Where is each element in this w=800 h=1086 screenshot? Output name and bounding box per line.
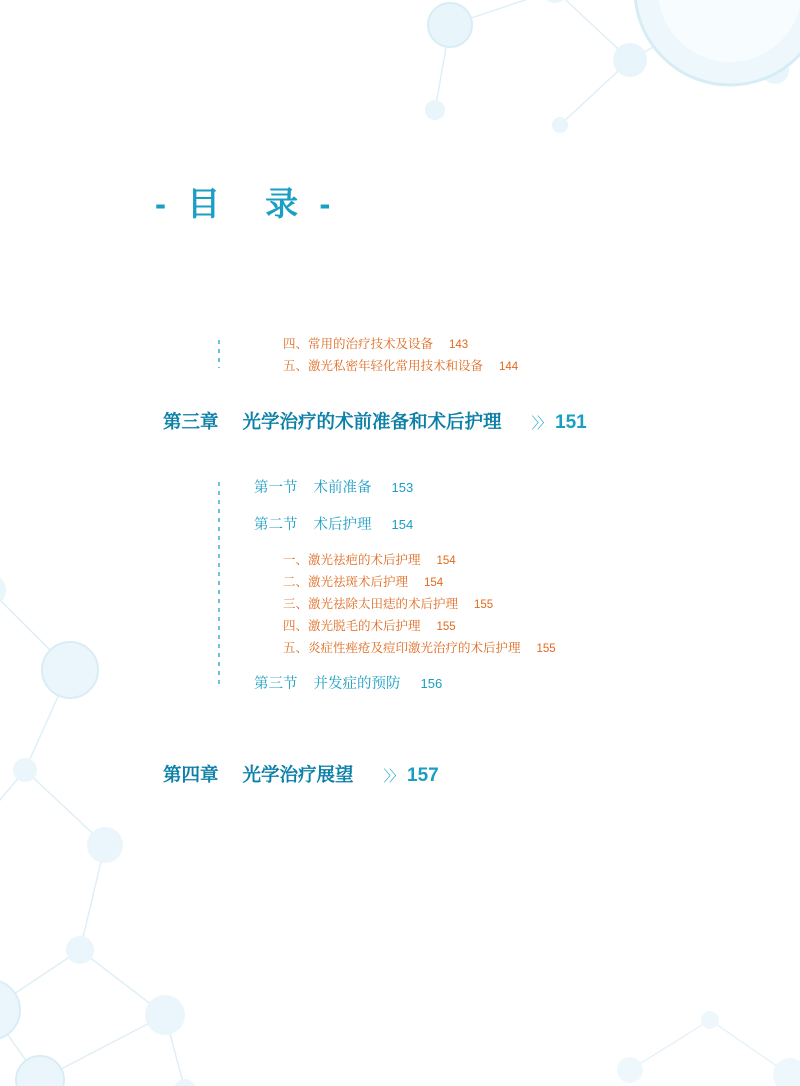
toc-section-number: 第三节 xyxy=(254,676,298,692)
toc-item-label: 五、炎症性痤疮及痘印激光治疗的术后护理 xyxy=(283,641,521,655)
molecule-decoration-bottom-right xyxy=(600,980,800,1086)
toc-item-page: 144 xyxy=(499,361,519,373)
toc-item[interactable] xyxy=(0,334,800,352)
toc-chapter-page-number: 157 xyxy=(407,765,439,786)
group-rule xyxy=(218,340,220,368)
molecule-ring-top-right-large xyxy=(600,0,800,120)
toc-section-label: 并发症的预防 xyxy=(313,676,401,692)
toc-section-label: 术后护理 xyxy=(313,517,372,533)
toc-chapter-page-number: 151 xyxy=(555,412,587,433)
toc-group-carryover xyxy=(0,334,800,374)
toc-item-label: 五、激光私密年轻化常用技术和设备 xyxy=(283,359,484,373)
toc-content xyxy=(0,330,800,801)
toc-item-page: 155 xyxy=(474,599,494,611)
toc-chapter-label: 光学治疗的术前准备和术后护理 xyxy=(242,411,502,432)
toc-section-page: 154 xyxy=(391,517,414,532)
page-title xyxy=(155,178,336,225)
toc-chapter-page xyxy=(384,765,439,787)
toc-section[interactable] xyxy=(0,513,800,534)
toc-item[interactable] xyxy=(0,356,800,374)
toc-section-number: 第二节 xyxy=(254,517,298,533)
toc-section-label: 术前准备 xyxy=(313,480,372,496)
toc-item-label: 一、激光祛疤的术后护理 xyxy=(283,553,421,567)
toc-section-number: 第一节 xyxy=(254,480,298,496)
toc-item-page: 154 xyxy=(424,577,444,589)
toc-chapter-label: 光学治疗展望 xyxy=(242,764,354,785)
toc-item[interactable] xyxy=(0,638,800,656)
toc-section[interactable] xyxy=(0,476,800,497)
toc-item-page: 155 xyxy=(436,621,456,633)
toc-item[interactable] xyxy=(0,572,800,590)
toc-item-label: 二、激光祛斑术后护理 xyxy=(283,575,409,589)
toc-item[interactable] xyxy=(0,594,800,612)
group-rule xyxy=(218,482,220,687)
toc-item[interactable] xyxy=(0,616,800,634)
chapter-arrows-icon: 〉〉 xyxy=(383,768,403,785)
toc-chapter-number: 第四章 xyxy=(163,764,219,785)
toc-item[interactable] xyxy=(0,550,800,568)
toc-item-label: 三、激光祛除太田痣的术后护理 xyxy=(283,597,459,611)
title-dash-left: - xyxy=(155,185,172,222)
toc-item-label: 四、常用的治疗技术及设备 xyxy=(283,337,434,351)
toc-section[interactable] xyxy=(0,672,800,693)
toc-section-page: 153 xyxy=(391,480,414,495)
title-text: 目 录 xyxy=(187,185,305,222)
toc-chapter[interactable] xyxy=(0,761,800,787)
toc-chapter-page xyxy=(532,412,587,434)
toc-section-page: 156 xyxy=(420,676,443,691)
toc-item-page: 143 xyxy=(449,339,469,351)
toc-item-label: 四、激光脱毛的术后护理 xyxy=(283,619,421,633)
molecule-decoration-top-right xyxy=(380,0,800,210)
toc-group-chapter3 xyxy=(0,476,800,693)
toc-item-page: 154 xyxy=(436,555,456,567)
toc-chapter-number: 第三章 xyxy=(163,411,219,432)
toc-chapter[interactable] xyxy=(0,408,800,434)
title-dash-right: - xyxy=(319,185,337,222)
chapter-arrows-icon: 〉〉 xyxy=(531,415,551,432)
toc-item-page: 155 xyxy=(536,643,556,655)
